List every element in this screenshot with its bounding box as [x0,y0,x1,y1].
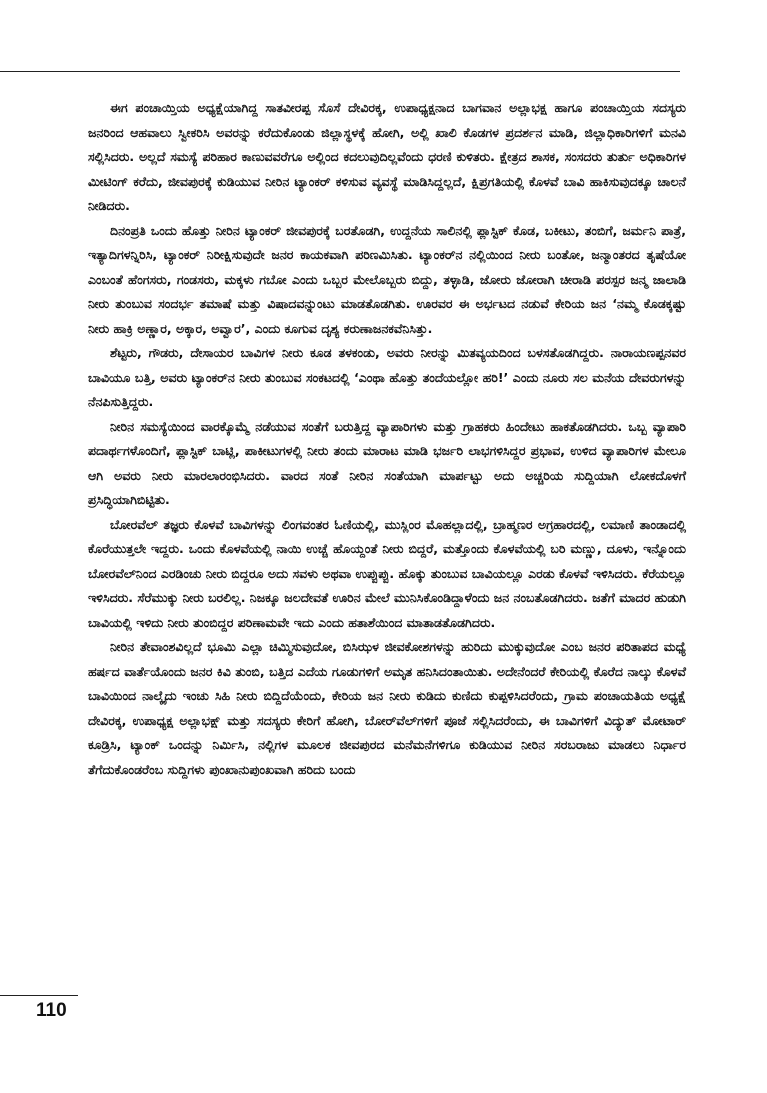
paragraph: ನೀರಿನ ತೇವಾಂಶವಿಲ್ಲದೆ ಭೂಮಿ ಎಲ್ಲಾ ಚಿಮ್ಮಿಸುವುದೋ, ಬಿಸಿಝಳ ಜೀವಕೋಶಗಳನ್ನು ಹುರಿದು ಮುಕ್ಕುವುದೋ ಎಂಬ ಜನರ ಪರಿತಾಪದ ಮಧ್ಯೆ ಹರ್ಷದ ವಾರ್ತೆಯೊಂದು ಜನರ ಕಿವಿ ತುಂಬಿ, ಬತ್ತಿದ ಎದೆಯ ಗೂಡುಗಳಿಗೆ ಅಮೃತ ಹನಿಸಿದಂತಾಯಿತು. ಅದೇನೆಂದರೆ ಕೇರಿಯಲ್ಲಿ ಕೊರೆದ ನಾಲ್ಕು ಕೊಳವೆ ಬಾವಿಯಿಂದ ನಾಲ್ಕೈದು ಇಂಚು ಸಿಹಿ ನೀರು ಬಿದ್ದಿದೆಯೆಂದು, ಕೇರಿಯ ಜನ ನೀರು ಕುಡಿದು ಕುಣಿದು ಕುಪ್ಪಳಿಸಿದರೆಂದು, ಗ್ರಾಮ ಪಂಚಾಯತಿಯ ಅಧ್ಯಕ್ಷೆ ದೇವಿರಕ್ಕ, ಉಪಾಧ್ಯಕ್ಷ ಅಲ್ಲಾಭಕ್ಷ್ ಮತ್ತು ಸದಸ್ಯರು ಕೇರಿಗೆ ಹೋಗಿ, ಬೋರ್‌ವೆಲ್‌ಗಳಿಗೆ ಪೂಜೆ ಸಲ್ಲಿಸಿದರೆಂದು, ಈ ಬಾವಿಗಳಿಗೆ ವಿದ್ಯುತ್ ಮೋಟಾರ್ ಕೂಡ್ರಿಸಿ, ಟ್ಯಾಂಕ್ ಒಂದನ್ನು ನಿರ್ಮಿಸಿ, ನಲ್ಲಿಗಳ ಮೂಲಕ ಜೀವಪುರದ ಮನೆಮನೆಗಳಿಗೂ ಕುಡಿಯುವ ನೀರಿನ ಸರಬರಾಜು ಮಾಡಲು ನಿರ್ಧಾರ ತೆಗೆದುಕೊಂಡರೆಂಬ ಸುದ್ದಿಗಳು ಪುಂಖಾನುಪುಂಖವಾಗಿ ಹರಿದು ಬಂದು [88,639,686,777]
page-number-rule [0,995,78,996]
paragraph: ದಿನಂಪ್ರತಿ ಒಂದು ಹೊತ್ತು ನೀರಿನ ಟ್ಯಾಂಕರ್ ಜೀವಪುರಕ್ಕೆ ಬರತೊಡಗಿ, ಉದ್ದನೆಯ ಸಾಲಿನಲ್ಲಿ ಪ್ಲಾಸ್ಟಿಕ್ ಕೊಡ, ಬಕೀಟು, ತಂಬಿಗೆ, ಜರ್ಮನಿ ಪಾತ್ರೆ, ಇತ್ಯಾದಿಗಳನ್ನಿರಿಸಿ, ಟ್ಯಾಂಕರ್ ನಿರೀಕ್ಷಿಸುವುದೇ ಜನರ ಕಾಯಕವಾಗಿ ಪರಿಣಮಿಸಿತು. ಟ್ಯಾಂಕರ್‌ನ ನಲ್ಲಿಯಿಂದ ನೀರು ಬಂತೋ, ಜನ್ಮಾಂತರದ ತೃಷೆಯೋ ಎಂಬಂತೆ ಹೆಂಗಸರು, ಗಂಡಸರು, ಮಕ್ಕಳು ಗಬೋ ಎಂದು ಒಬ್ಬರ ಮೇಲೊಬ್ಬರು ಬಿದ್ದು, ತಳ್ಳಾಡಿ, ಜೋರು ಜೋರಾಗಿ ಚೀರಾಡಿ ಪರಸ್ಪರ ಜನ್ಮ ಜಾಲಾಡಿ ನೀರು ತುಂಬುವ ಸಂದರ್ಭ ತಮಾಷೆ ಮತ್ತು ವಿಷಾದವನ್ನುಂಟು ಮಾಡತೊಡಗಿತು. ಊರವರ ಈ ಅರ್ಭಟದ ನಡುವೆ ಕೇರಿಯ ಜನ ‘ನಮ್ಮ ಕೊಡಕ್ಕಷ್ಟು ನೀರು ಹಾಕ್ರಿ ಅಣ್ಣಾರ, ಅಕ್ಕಾರ, ಅವ್ವಾರ’, ಎಂದು ಕೂಗುವ ದೃಶ್ಯ ಕರುಣಾಜನಕವೆನಿಸಿತ್ತು. [88,222,686,336]
body-text [88,96,686,782]
page-number: 110 [36,1000,67,1021]
paragraph: ನೀರಿನ ಸಮಸ್ಯೆಯಿಂದ ವಾರಕ್ಕೊಮ್ಮೆ ನಡೆಯುವ ಸಂತೆಗೆ ಬರುತ್ತಿದ್ದ ವ್ಯಾಪಾರಿಗಳು ಮತ್ತು ಗ್ರಾಹಕರು ಹಿಂದೇಟು ಹಾಕತೊಡಗಿದರು. ಒಬ್ಬ ವ್ಯಾಪಾರಿ ಪದಾರ್ಥಗಳೊಂದಿಗೆ, ಪ್ಲಾಸ್ಟಿಕ್ ಬಾಟ್ಲಿ, ಪಾಕೀಟುಗಳಲ್ಲಿ ನೀರು ತಂದು ಮಾರಾಟ ಮಾಡಿ ಭರ್ಜರಿ ಲಾಭಗಳಿಸಿದ್ದರ ಪ್ರಭಾವ, ಉಳಿದ ವ್ಯಾಪಾರಿಗಳ ಮೇಲೂ ಆಗಿ ಅವರು ನೀರು ಮಾರಲಾರಂಭಿಸಿದರು. ವಾರದ ಸಂತೆ ನೀರಿನ ಸಂತೆಯಾಗಿ ಮಾರ್ಪಟ್ಟು ಅದು ಅಚ್ಚರಿಯ ಸುದ್ದಿಯಾಗಿ ಲೋಕದೊಳಗೆ ಪ್ರಸಿದ್ಧಿಯಾಗಿಬಿಟ್ಟಿತು. [88,418,686,507]
paragraph: ಬೋರವೆಲ್ ತಜ್ಞರು ಕೊಳವೆ ಬಾವಿಗಳನ್ನು ಲಿಂಗವಂತರ ಓಣಿಯಲ್ಲಿ, ಮುಸ್ಲಿಂರ ಮೊಹಲ್ಲಾದಲ್ಲಿ, ಬ್ರಾಹ್ಮಣರ ಅಗ್ರಹಾರದಲ್ಲಿ, ಲಮಾಣಿ ತಾಂಡಾದಲ್ಲಿ ಕೊರೆಯುತ್ತಲೇ ಇದ್ದರು. ಒಂದು ಕೊಳವೆಯಲ್ಲಿ ನಾಯಿ ಉಚ್ಚೆ ಹೊಯ್ದಂತೆ ನೀರು ಬಿದ್ದರೆ, ಮತ್ತೊಂದು ಕೊಳವೆಯಲ್ಲಿ ಬರಿ ಮಣ್ಣು, ದೂಳು, ಇನ್ನೊಂದು ಬೋರವೆಲ್‌ನಿಂದ ಎರಡಿಂಚು ನೀರು ಬಿದ್ದರೂ ಅದು ಸವಳು ಅಥವಾ ಉಪ್ಪುಪ್ಪು. ಹೊಕ್ಕು ತುಂಬುವ ಬಾವಿಯಲ್ಲೂ ಎರಡು ಕೊಳವೆ ಇಳಿಸಿದರು. ಕೆರೆಯಲ್ಲೂ ಇಳಿಸಿದರು. ಸೆರೆಮುಕ್ಕು ನೀರು ಬರಲಿಲ್ಲ. ನಿಜಕ್ಕೂ ಜಲದೇವತೆ ಊರಿನ ಮೇಲೆ ಮುನಿಸಿಕೊಂಡಿದ್ದಾಳೆಂದು ಜನ ನಂಬತೊಡಗಿದರು. ಜತೆಗೆ ಮಾದರ ಹುಡುಗಿ ಬಾವಿಯಲ್ಲಿ ಇಳಿದು ನೀರು ತುಂಬಿದ್ದರ ಪರಿಣಾಮವೇ ಇದು ಎಂದು ಹತಾಶೆಯಿಂದ ಮಾತಾಡತೊಡಗಿದರು. [88,516,687,630]
paragraph: ಈಗ ಪಂಚಾಯ್ತಿಯ ಅಧ್ಯಕ್ಷೆಯಾಗಿದ್ದ ಸಾತವೀರಪ್ಪ ಸೊಸೆ ದೇವಿರಕ್ಕ, ಉಪಾಧ್ಯಕ್ಷನಾದ ಬಾಗವಾನ ಅಲ್ಲಾಭಕ್ಷ ಹಾಗೂ ಪಂಚಾಯ್ತಿಯ ಸದಸ್ಯರು ಜನರಿಂದ ಆಹವಾಲು ಸ್ವೀಕರಿಸಿ ಅವರನ್ನು ಕರೆದುಕೊಂಡು ಜಿಲ್ಲಾಸ್ಥಳಕ್ಕೆ ಹೋಗಿ, ಅಲ್ಲಿ ಖಾಲಿ ಕೊಡಗಳ ಪ್ರದರ್ಶನ ಮಾಡಿ, ಜಿಲ್ಲಾಧಿಕಾರಿಗಳಿಗೆ ಮನವಿ ಸಲ್ಲಿಸಿದರು. ಅಲ್ಲದೆ ಸಮಸ್ಯೆ ಪರಿಹಾರ ಕಾಣುವವರೆಗೂ ಅಲ್ಲಿಂದ ಕದಲುವುದಿಲ್ಲವೆಂದು ಧರಣಿ ಕುಳಿತರು. ಕ್ಷೇತ್ರದ ಶಾಸಕ, ಸಂಸದರು ತುರ್ತು ಅಧಿಕಾರಿಗಳ ಮೀಟಿಂಗ್ ಕರೆದು, ಜೀವಪುರಕ್ಕೆ ಕುಡಿಯುವ ನೀರಿನ ಟ್ಯಾಂಕರ್ ಕಳಿಸುವ ವ್ಯವಸ್ಥೆ ಮಾಡಿಸಿದ್ದಲ್ಲದೆ, ಕ್ಷಿಪ್ರಗತಿಯಲ್ಲಿ ಕೊಳವೆ ಬಾವಿ ಹಾಕಿಸುವುದಕ್ಕೂ ಚಾಲನೆ ನೀಡಿದರು. [88,100,686,213]
paragraph: ಶೆಟ್ಟರು, ಗೌಡರು, ದೇಸಾಯರ ಬಾವಿಗಳ ನೀರು ಕೂಡ ತಳಕಂಡು, ಅವರು ನೀರನ್ನು ಮಿತವ್ಯಯದಿಂದ ಬಳಸತೊಡಗಿದ್ದರು. ನಾರಾಯಣಪ್ಪನವರ ಬಾವಿಯೂ ಬತ್ತಿ, ಅವರು ಟ್ಯಾಂಕರ್‌ನ ನೀರು ತುಂಬುವ ಸಂಕಟದಲ್ಲಿ ‘ಎಂಥಾ ಹೊತ್ತು ತಂದೆಯಲ್ಲೋ ಹರಿ!’ ಎಂದು ನೂರು ಸಲ ಮನೆಯ ದೇವರುಗಳನ್ನು ನೆನಪಿಸುತ್ತಿದ್ದರು. [88,345,686,409]
top-rule [0,71,680,72]
